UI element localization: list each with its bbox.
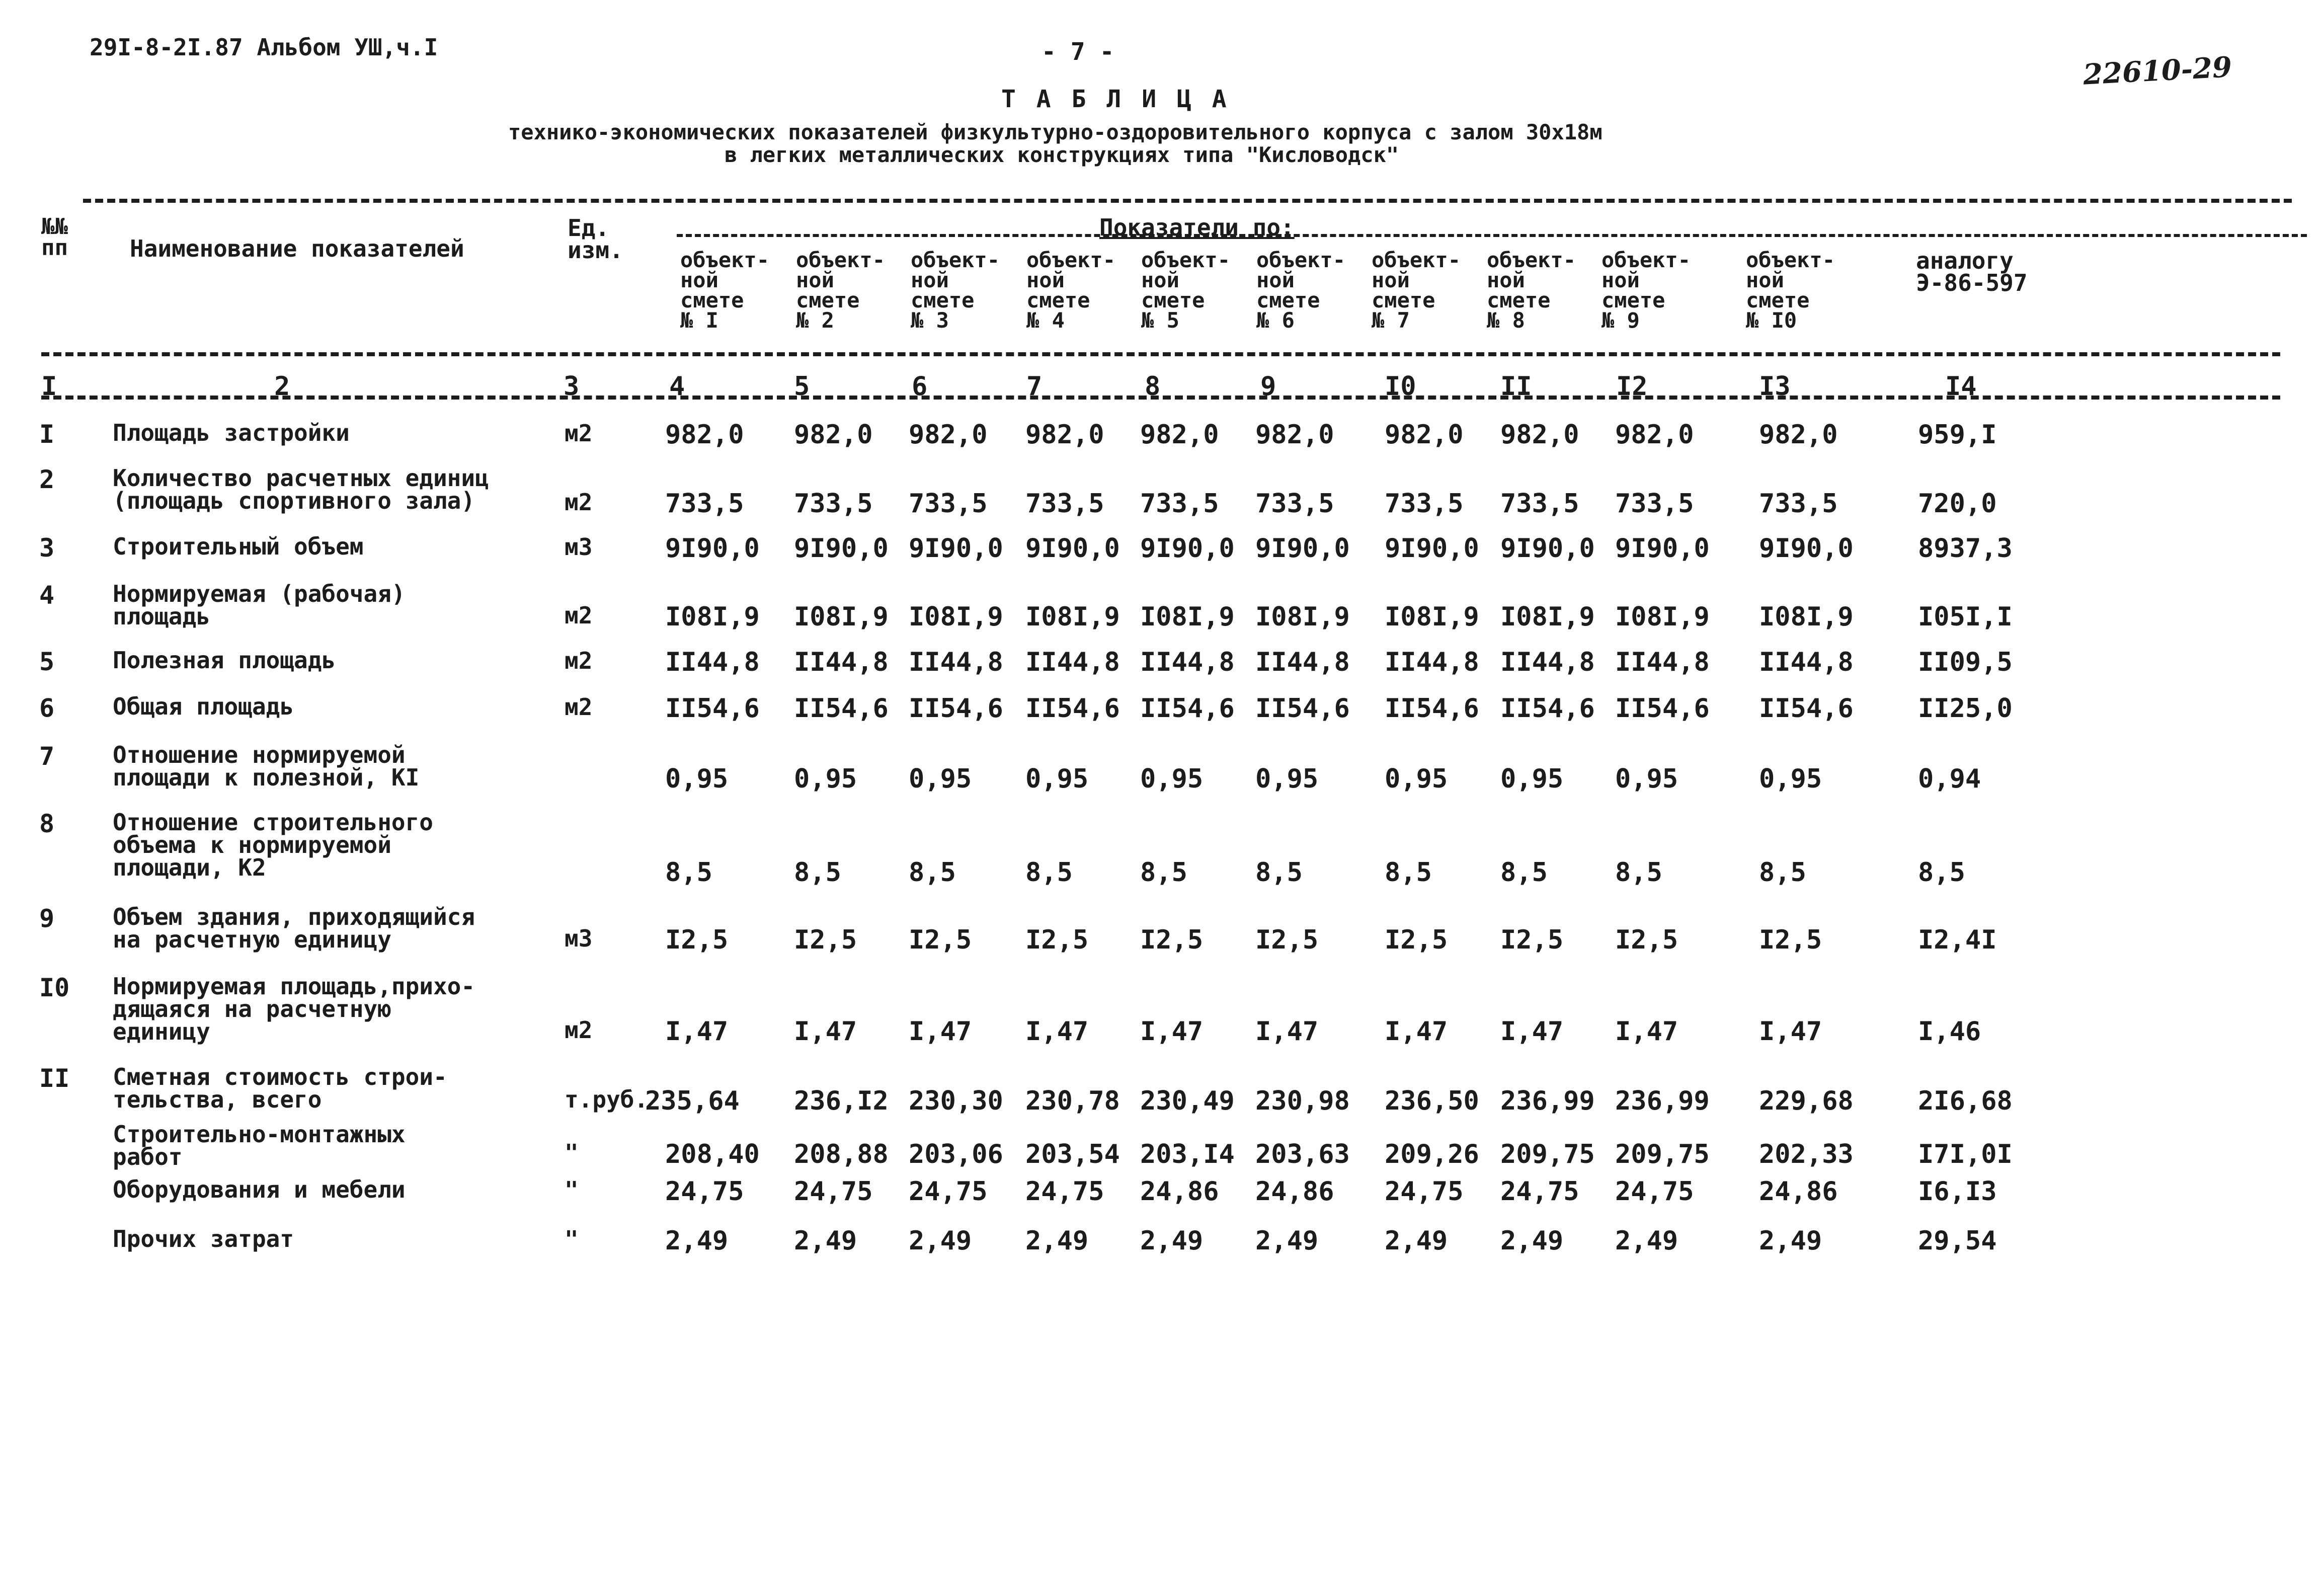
table-cell: I08I,9 [1140, 602, 1235, 632]
row-unit: м2 [565, 693, 593, 721]
row-name: Нормируемая площадь,прихо- дящаяся на расчетную единицу [113, 973, 475, 1046]
table-cell: 982,0 [665, 420, 744, 450]
table-title: Т А Б Л И Ц А [1001, 85, 1230, 113]
row-unit: м2 [565, 647, 593, 674]
table-cell: 2,49 [1385, 1226, 1448, 1256]
table-cell: 235,64 [645, 1086, 740, 1116]
table-cell: I2,5 [1759, 925, 1822, 955]
table-cell: I08I,9 [1385, 602, 1479, 632]
row-number: I0 [39, 973, 70, 1002]
table-cell: II54,6 [1615, 693, 1710, 724]
table-cell: I,47 [1615, 1016, 1678, 1047]
table-cell: I08I,9 [1500, 602, 1595, 632]
table-cell: I08I,9 [1255, 602, 1350, 632]
table-cell: II44,8 [1500, 647, 1595, 677]
table-cell: 9I90,0 [909, 533, 1003, 564]
table-cell: I,46 [1918, 1016, 1981, 1047]
table-cell: II44,8 [1140, 647, 1235, 677]
table-cell: 2,49 [1025, 1226, 1089, 1256]
table-cell: II09,5 [1918, 647, 2013, 677]
row-number: 2 [39, 465, 55, 494]
table-cell: I2,5 [1025, 925, 1089, 955]
table-cell: 2,49 [794, 1226, 857, 1256]
table-cell: II54,6 [665, 693, 760, 724]
column-number: I4 [1945, 371, 1977, 402]
table-cell: 8,5 [1918, 857, 1965, 888]
table-cell: I08I,9 [1759, 602, 1854, 632]
row-name: Отношение нормируемой площади к полезной, КI [113, 741, 420, 792]
table-cell: 209,75 [1500, 1139, 1595, 1169]
table-cell: II54,6 [1140, 693, 1235, 724]
row-unit: " [565, 1139, 579, 1166]
table-cell: 236,I2 [794, 1086, 889, 1116]
column-number: I [41, 371, 57, 402]
row-unit: т.руб. [565, 1086, 649, 1113]
row-number: 8 [39, 809, 55, 838]
col-no-header: №№ пп [41, 214, 68, 261]
row-number: 9 [39, 904, 55, 933]
table-cell: 2,49 [1140, 1226, 1204, 1256]
table-top-rule [83, 199, 2292, 203]
estimate-header: объект- ной смете № 5 [1141, 248, 1231, 333]
table-cell: 0,95 [1255, 764, 1319, 794]
table-cell: II54,6 [1500, 693, 1595, 724]
table-cell: 982,0 [1615, 420, 1694, 450]
row-name: Общая площадь [113, 693, 294, 720]
table-cell: 733,5 [1140, 489, 1219, 519]
table-cell: 2,49 [665, 1226, 729, 1256]
table-cell: II54,6 [1385, 693, 1479, 724]
handwritten-code: 22610-29 [2082, 50, 2233, 92]
table-cell: I08I,9 [1615, 602, 1710, 632]
table-cell: I,47 [1500, 1016, 1564, 1047]
table-subtitle-line-2: в легких металлических конструкциях типа "Кисловодск" [725, 142, 1399, 167]
table-cell: I2,5 [1140, 925, 1204, 955]
column-number: 8 [1145, 371, 1161, 402]
row-number: 5 [39, 647, 55, 676]
document-reference: 29I-8-2I.87 Альбом УШ,ч.I [90, 34, 438, 61]
table-cell: 24,86 [1140, 1176, 1219, 1207]
table-cell: 8,5 [1385, 857, 1432, 888]
table-cell: 2,49 [1615, 1226, 1678, 1256]
table-cell: 733,5 [1500, 489, 1579, 519]
table-cell: II54,6 [909, 693, 1003, 724]
column-numbers-rule [41, 396, 2280, 400]
table-cell: 9I90,0 [1759, 533, 1854, 564]
table-cell: I08I,9 [794, 602, 889, 632]
table-cell: 24,75 [794, 1176, 873, 1207]
table-cell: I08I,9 [1025, 602, 1120, 632]
table-cell: 8,5 [1025, 857, 1073, 888]
row-name: Отношение строительного объема к нормируемой площади, К2 [113, 809, 433, 882]
table-cell: 203,I4 [1140, 1139, 1235, 1169]
row-name: Строительный объем [113, 533, 364, 560]
table-cell: 9I90,0 [1255, 533, 1350, 564]
table-cell: I,47 [909, 1016, 972, 1047]
col-name-header: Наименование показателей [130, 235, 464, 262]
estimate-header: объект- ной смете № 4 [1026, 248, 1116, 333]
row-number: II [39, 1064, 70, 1093]
row-name: Сметная стоимость строи- тельства, всего [113, 1063, 447, 1114]
table-subtitle-line-1: технико-экономических показателей физкультурно-оздоровительного корпуса с залом 30х18м [508, 120, 1602, 144]
table-cell: 0,95 [1759, 764, 1822, 794]
table-cell: 2I6,68 [1918, 1086, 2013, 1116]
row-name: Строительно-монтажных работ [113, 1121, 406, 1171]
row-unit: м2 [565, 489, 593, 516]
table-cell: 9I90,0 [1385, 533, 1479, 564]
col-unit-header: Ед. изм. [568, 214, 623, 264]
table-cell: 9I90,0 [1500, 533, 1595, 564]
row-number: 4 [39, 581, 55, 610]
table-cell: I2,5 [665, 925, 729, 955]
table-cell: 8,5 [1759, 857, 1806, 888]
table-cell: 8,5 [1255, 857, 1303, 888]
table-cell: II44,8 [1255, 647, 1350, 677]
table-cell: 8,5 [665, 857, 712, 888]
column-number: 2 [274, 371, 290, 402]
row-name: Нормируемая (рабочая) площадь [113, 580, 406, 631]
table-cell: 733,5 [794, 489, 873, 519]
table-cell: 2,49 [1500, 1226, 1564, 1256]
row-unit: м2 [565, 1016, 593, 1044]
table-cell: 982,0 [1140, 420, 1219, 450]
table-cell: I08I,9 [909, 602, 1003, 632]
table-cell: 209,75 [1615, 1139, 1710, 1169]
row-unit: м3 [565, 533, 593, 561]
table-cell: 8937,3 [1918, 533, 2013, 564]
table-cell: I,47 [1385, 1016, 1448, 1047]
table-cell: I,47 [1140, 1016, 1204, 1047]
column-number: 4 [669, 371, 685, 402]
row-unit: м3 [565, 925, 593, 952]
table-cell: 0,95 [794, 764, 857, 794]
table-cell: 24,75 [1615, 1176, 1694, 1207]
table-cell: II54,6 [1025, 693, 1120, 724]
table-cell: 982,0 [1385, 420, 1464, 450]
table-cell: 230,30 [909, 1086, 1003, 1116]
table-cell: 2,49 [1759, 1226, 1822, 1256]
row-unit: " [565, 1176, 579, 1204]
table-cell: 720,0 [1918, 489, 1997, 519]
estimate-header: объект- ной смете № 8 [1487, 248, 1576, 333]
table-cell: 230,78 [1025, 1086, 1120, 1116]
table-cell: 203,06 [909, 1139, 1003, 1169]
table-cell: 982,0 [1500, 420, 1579, 450]
table-cell: 733,5 [1759, 489, 1838, 519]
table-cell: II44,8 [1385, 647, 1479, 677]
column-number: 3 [564, 371, 580, 402]
table-cell: 24,75 [1500, 1176, 1579, 1207]
table-cell: 8,5 [1615, 857, 1662, 888]
table-cell: II44,8 [1759, 647, 1854, 677]
table-cell: II25,0 [1918, 693, 2013, 724]
table-cell: II44,8 [1025, 647, 1120, 677]
table-cell: I2,5 [1500, 925, 1564, 955]
table-cell: 9I90,0 [1025, 533, 1120, 564]
table-cell: 982,0 [794, 420, 873, 450]
row-number: 7 [39, 742, 55, 771]
row-name: Оборудования и мебели [113, 1176, 406, 1203]
table-cell: 0,94 [1918, 764, 1981, 794]
table-cell: 733,5 [1385, 489, 1464, 519]
table-cell: I05I,I [1918, 602, 2013, 632]
table-cell: 24,75 [1385, 1176, 1464, 1207]
group-header-rule [677, 234, 2307, 237]
row-name: Площадь застройки [113, 419, 350, 446]
table-cell: 733,5 [909, 489, 988, 519]
table-cell: I,47 [1255, 1016, 1319, 1047]
table-cell: I2,5 [1385, 925, 1448, 955]
table-cell: II54,6 [794, 693, 889, 724]
table-cell: 29,54 [1918, 1226, 1997, 1256]
table-cell: 733,5 [665, 489, 744, 519]
column-number: 6 [912, 371, 928, 402]
table-cell: I2,4I [1918, 925, 1997, 955]
analog-header: аналогу Э-86-597 [1916, 247, 2028, 296]
table-cell: 236,50 [1385, 1086, 1479, 1116]
table-cell: 9I90,0 [794, 533, 889, 564]
table-cell: II44,8 [909, 647, 1003, 677]
column-number: 5 [794, 371, 810, 402]
table-cell: 202,33 [1759, 1139, 1854, 1169]
table-cell: 24,75 [665, 1176, 744, 1207]
table-cell: II44,8 [665, 647, 760, 677]
table-cell: II54,6 [1255, 693, 1350, 724]
table-cell: 0,95 [665, 764, 729, 794]
table-cell: 982,0 [1759, 420, 1838, 450]
table-cell: 230,98 [1255, 1086, 1350, 1116]
table-cell: 203,54 [1025, 1139, 1120, 1169]
table-cell: 733,5 [1255, 489, 1334, 519]
row-unit: м2 [565, 420, 593, 447]
table-cell: 24,75 [909, 1176, 988, 1207]
table-cell: I,47 [1025, 1016, 1089, 1047]
table-cell: 8,5 [794, 857, 841, 888]
table-cell: I2,5 [1615, 925, 1678, 955]
group-header: Показатели по: [1099, 214, 1295, 241]
column-number: I0 [1385, 371, 1416, 402]
table-cell: II44,8 [1615, 647, 1710, 677]
table-cell: 0,95 [1615, 764, 1678, 794]
table-cell: 982,0 [1255, 420, 1334, 450]
table-cell: I6,I3 [1918, 1176, 1997, 1207]
estimate-header: объект- ной смете № 7 [1372, 248, 1461, 333]
row-unit: " [565, 1226, 579, 1253]
table-cell: 0,95 [1140, 764, 1204, 794]
column-number: II [1500, 371, 1532, 402]
row-name: Количество расчетных единиц (площадь спортивного зала) [113, 464, 489, 515]
row-name: Полезная площадь [113, 647, 336, 674]
column-number: I2 [1616, 371, 1648, 402]
table-cell: 2,49 [909, 1226, 972, 1256]
table-cell: 8,5 [1500, 857, 1548, 888]
table-cell: 209,26 [1385, 1139, 1479, 1169]
row-number: I [39, 420, 55, 449]
table-cell: 236,99 [1500, 1086, 1595, 1116]
table-cell: I2,5 [794, 925, 857, 955]
row-name: Прочих затрат [113, 1225, 294, 1252]
table-cell: 733,5 [1615, 489, 1694, 519]
table-cell: 2,49 [1255, 1226, 1319, 1256]
estimate-header: объект- ной смете № 3 [911, 248, 1000, 333]
table-cell: I,47 [794, 1016, 857, 1047]
table-cell: 733,5 [1025, 489, 1104, 519]
table-cell: 24,75 [1025, 1176, 1104, 1207]
header-bottom-rule [41, 352, 2280, 356]
table-cell: 208,88 [794, 1139, 889, 1169]
table-cell: 229,68 [1759, 1086, 1854, 1116]
table-cell: I,47 [1759, 1016, 1822, 1047]
table-cell: I7I,0I [1918, 1139, 2013, 1169]
table-cell: I,47 [665, 1016, 729, 1047]
table-cell: 959,I [1918, 420, 1997, 450]
table-cell: 0,95 [1500, 764, 1564, 794]
estimate-header: объект- ной смете № 2 [796, 248, 886, 333]
page-number: - 7 - [1041, 38, 1114, 66]
table-cell: II44,8 [794, 647, 889, 677]
column-number: 7 [1026, 371, 1043, 402]
row-name: Объем здания, приходящийся на расчетную единицу [113, 903, 475, 954]
table-cell: 0,95 [1025, 764, 1089, 794]
table-cell: 208,40 [665, 1139, 760, 1169]
table-cell: 982,0 [909, 420, 988, 450]
table-cell: 230,49 [1140, 1086, 1235, 1116]
table-cell: 203,63 [1255, 1139, 1350, 1169]
estimate-header: объект- ной смете № I [680, 248, 770, 333]
estimate-header: объект- ной смете № 9 [1601, 248, 1691, 333]
row-number: 6 [39, 693, 55, 723]
table-cell: II54,6 [1759, 693, 1854, 724]
table-cell: 24,86 [1759, 1176, 1838, 1207]
row-number: 3 [39, 533, 55, 563]
estimate-header: объект- ной смете № 6 [1256, 248, 1346, 333]
table-cell: 9I90,0 [1615, 533, 1710, 564]
table-cell: 8,5 [909, 857, 956, 888]
column-number: I3 [1759, 371, 1791, 402]
table-cell: I08I,9 [665, 602, 760, 632]
table-cell: 0,95 [1385, 764, 1448, 794]
row-unit: м2 [565, 602, 593, 629]
estimate-header: объект- ной смете № I0 [1746, 248, 1835, 333]
table-cell: 982,0 [1025, 420, 1104, 450]
table-cell: 8,5 [1140, 857, 1187, 888]
table-cell: I2,5 [1255, 925, 1319, 955]
table-cell: 0,95 [909, 764, 972, 794]
table-cell: 9I90,0 [665, 533, 760, 564]
table-cell: 24,86 [1255, 1176, 1334, 1207]
table-cell: I2,5 [909, 925, 972, 955]
column-number: 9 [1260, 371, 1276, 402]
table-cell: 236,99 [1615, 1086, 1710, 1116]
table-cell: 9I90,0 [1140, 533, 1235, 564]
